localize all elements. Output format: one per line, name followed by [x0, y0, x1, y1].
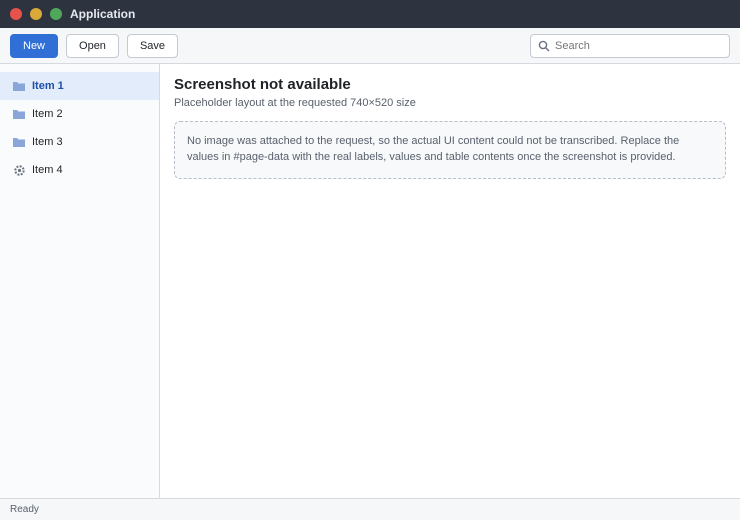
save-button[interactable]: Save — [127, 34, 178, 58]
close-window-button[interactable] — [10, 8, 22, 20]
placeholder-notice: No image was attached to the request, so the actual UI content could not be transcribed. Replace the values in #page-data with the real labels, values and table contents once the screenshot is provided. — [174, 121, 726, 179]
sidebar-item-3[interactable] — [0, 128, 159, 156]
title-bar — [0, 0, 740, 28]
sidebar-item-label: Item 3 — [32, 136, 63, 148]
search-icon — [537, 39, 551, 53]
page-title: Screenshot not available — [174, 76, 351, 93]
new-button[interactable]: New — [10, 34, 58, 58]
gear-icon — [12, 163, 26, 177]
page-subtitle: Placeholder layout at the requested 740×520 size — [174, 97, 416, 109]
status-text: Ready — [10, 504, 39, 515]
sidebar-item-2[interactable] — [0, 100, 159, 128]
sidebar-item-4[interactable] — [0, 156, 159, 184]
status-bar — [0, 498, 740, 520]
main-content — [160, 64, 740, 498]
sidebar-item-1[interactable] — [0, 72, 159, 100]
search-box[interactable] — [530, 34, 730, 58]
sidebar-item-label: Item 1 — [32, 80, 64, 92]
sidebar-item-label: Item 4 — [32, 164, 63, 176]
toolbar — [0, 28, 740, 64]
minimize-window-button[interactable] — [30, 8, 42, 20]
folder-icon — [12, 107, 26, 121]
sidebar — [0, 64, 160, 498]
folder-icon — [12, 79, 26, 93]
search-input[interactable] — [555, 40, 723, 52]
open-button[interactable]: Open — [66, 34, 119, 58]
sidebar-item-label: Item 2 — [32, 108, 63, 120]
folder-icon — [12, 135, 26, 149]
maximize-window-button[interactable] — [50, 8, 62, 20]
app-body — [0, 64, 740, 498]
window-title: Application — [70, 7, 136, 21]
